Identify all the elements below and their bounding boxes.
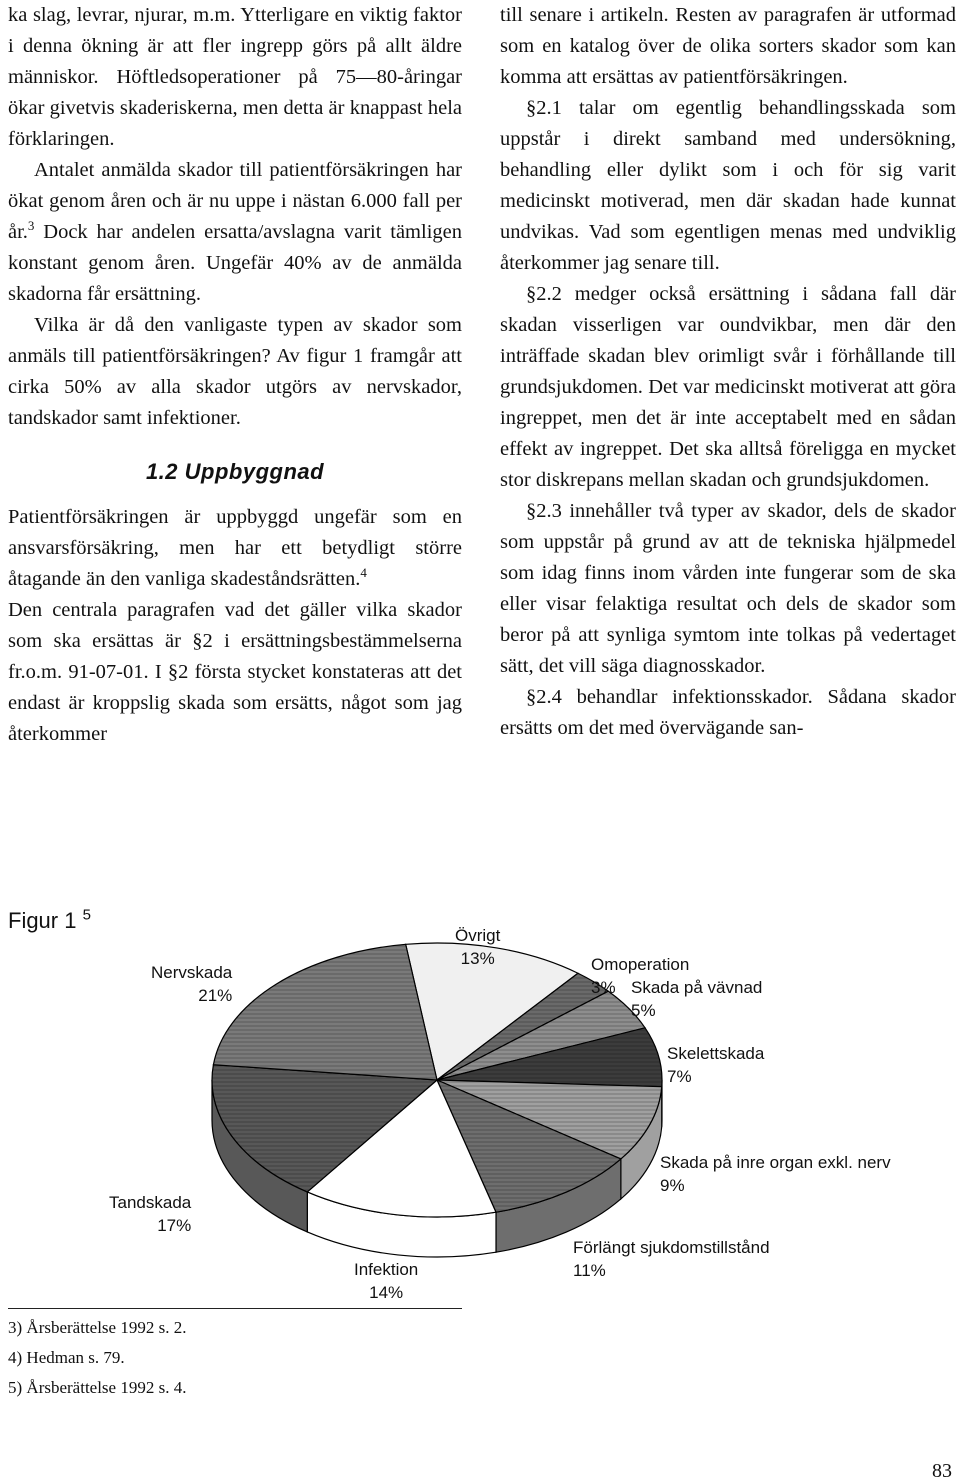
pie-label-text: Skada på inre organ exkl. nerv	[660, 1153, 891, 1172]
paragraph: till senare i artikeln. Resten av paragrafen är utformad som en katalog över de olika sorters skador som kan komma att ersättas av patientförsäkringen.	[500, 4, 956, 88]
footnote: 5) Årsberättelse 1992 s. 4.	[8, 1378, 187, 1397]
footnote-divider	[8, 1308, 462, 1309]
section-heading: 1.2 Uppbyggnad	[145, 459, 325, 484]
footnote: 4) Hedman s. 79.	[8, 1348, 125, 1367]
footnote-ref: 3	[27, 218, 35, 234]
paragraph: ka slag, levrar, njurar, m.m. Ytterligare en viktig faktor i denna ökning är att fler ingrepp görs på allt äldre människor. Höftledsoperationer på 75—80-åringar ökar givetvis skaderiskerna, men detta är knappast hela förklaringen.	[8, 4, 462, 150]
pie-label-text: Nervskada	[151, 963, 233, 982]
paragraph: §2.3 innehåller två typer av skador, dels de skador som uppstår på grund av att de tekniska hjälpmedel som idag finns inom vården inte fungerar som de ska eller visar felaktiga resultat och dels de skador som beror på att synliga symtom inte tolkas på vedertaget sätt, det vill säga diagnosskador.	[500, 500, 956, 677]
pie-label-ovrigt	[455, 924, 500, 970]
pie-label-text: Skelettskada	[667, 1044, 765, 1063]
paragraph: §2.2 medger också ersättning i sådana fall där skadan visserligen var oundvikbar, men där den inträffade skadan blev orimligt svår i förhållande till grundsjukdomen. Det var medicinskt motiverat att göra ingreppet, men det är inte acceptabelt med en sådan effekt av ingreppet. Det ska alltså föreligga en mycket stor diskrepans mellan skadan och grundsjukdomen.	[500, 283, 956, 491]
paragraph: §2.4 behandlar infektionsskador. Sådana skador ersätts om det med övervägande san-	[500, 686, 956, 739]
pie-label-pct: 3%	[591, 978, 616, 997]
pie-label-forlangt	[573, 1236, 770, 1282]
paragraph-text: Antalet anmälda skador till patientförsäkringen har ökat genom åren och är nu uppe i nästan 6.000 fall per år.	[8, 159, 462, 243]
pie-label-text: Skada på vävnad	[631, 978, 763, 997]
paragraph-text: Patientförsäkringen är uppbyggd ungefär som en ansvarsförsäkring, men har ett betydligt större åtagande än den vanliga skadeståndsrätten.	[8, 506, 462, 590]
paragraph: §2.1 talar om egentlig behandlingsskada som uppstår i direkt samband med undersökning, behandling eller dylikt som i och för sig varit medicinskt motiverad, men där skadan hade kunnat undvikas. Vad som egentligen menas med undviklig återkommer jag senare till.	[500, 97, 956, 274]
page-number: 83	[932, 1460, 952, 1482]
pie-label-pct: 7%	[667, 1067, 692, 1086]
pie-label-tandskada	[109, 1191, 191, 1237]
pie-label-pct: 21%	[198, 986, 233, 1005]
pie-label-vavnad	[631, 976, 762, 1022]
pie-label-pct: 5%	[631, 1001, 656, 1020]
pie-label-pct: 17%	[157, 1216, 192, 1235]
pie-label-text: Förlängt sjukdomstillstånd	[573, 1238, 770, 1257]
pie-label-text: Tandskada	[109, 1193, 192, 1212]
pie-label-skelett	[667, 1042, 764, 1088]
paragraph: Den centrala paragrafen vad det gäller vilka skador som ska ersättas är §2 i ersättningsbestämmelserna fr.o.m. 91-07-01. I §2 första stycket konstateras att det endast är kroppslig skada som ersätts, något som jag återkommer	[8, 599, 462, 745]
pie-label-text: Övrigt	[455, 926, 501, 945]
pie-slice-nervskada	[213, 944, 437, 1080]
pie-label-infektion	[354, 1258, 418, 1304]
paragraph: Vilka är då den vanligaste typen av skador som anmäls till patientförsäkringen? Av figur 1 framgår att cirka 50% av alla skador utgörs av nervskador, tandskador samt infektioner.	[8, 314, 462, 429]
pie-label-pct: 11%	[573, 1261, 606, 1280]
pie-label-text: Infektion	[354, 1260, 419, 1279]
figure-title-ref: 5	[82, 906, 91, 924]
pie-label-text: Omoperation	[591, 955, 690, 974]
pie-label-pct: 14%	[369, 1283, 404, 1302]
pie-label-pct: 13%	[460, 949, 495, 968]
pie-label-pct: 9%	[660, 1176, 685, 1195]
paragraph-text: Dock har andelen ersatta/avslagna varit tämligen konstant genom åren. Ungefär 40% av de anmälda skadorna får ersättning.	[8, 221, 462, 305]
footnote: 3) Årsberättelse 1992 s. 2.	[8, 1318, 187, 1337]
pie-label-nervskada	[151, 961, 232, 1007]
pie-label-inre-organ	[660, 1151, 891, 1197]
footnote-ref: 4	[360, 565, 367, 581]
figure-title-text: Figur 1	[8, 908, 77, 933]
